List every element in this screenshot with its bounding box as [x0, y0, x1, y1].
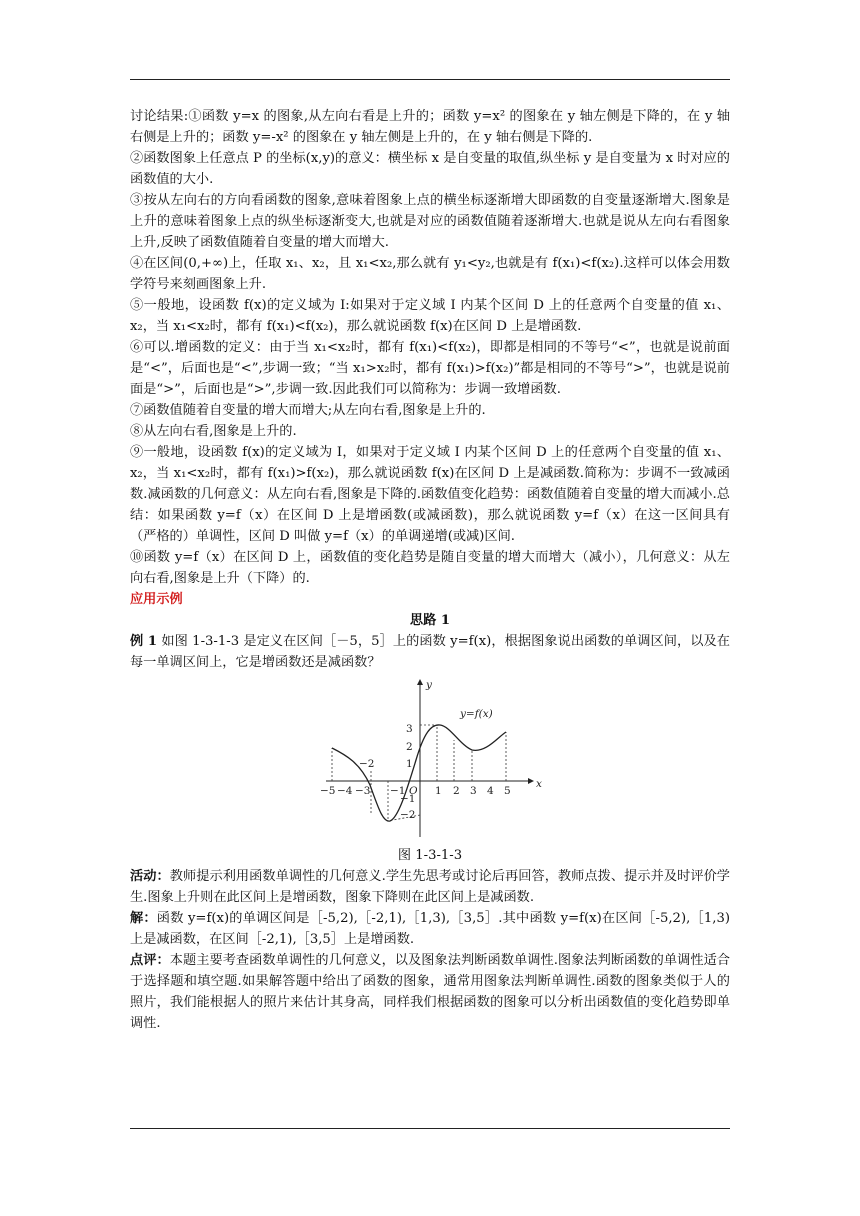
- figure-caption: 图 1-3-1-3: [397, 848, 463, 863]
- x-tick-label: 3: [470, 785, 477, 797]
- x-tick-label: −4: [337, 785, 353, 797]
- discussion-result-10: ⑩函数 y=f（x）在区间 D 上，函数值的变化趋势是随自变量的增大而增大（减小），几何意义：从左向右看,图象是上升（下降）的.: [130, 550, 730, 586]
- solution-label: 解：: [130, 911, 157, 926]
- section-heading: 应用示例: [130, 592, 183, 607]
- discussion-result-6: ⑥可以.增函数的定义：由于当 x₁<x₂时，都有 f(x₁)<f(x₂)，即都是相同的不等号“<”，也就是说前面是“<”，后面也是“<”,步调一致；“当 x₁>x₂时，都有 f(x₁)>f(x₂)”都是相同的不等号“>”，也就是说前面是“>”，后面也是“>”,步调一致.因此我们可以简称为：步调一致增函数.: [130, 340, 730, 397]
- discussion-result-4: ④在区间(0,+∞)上，任取 x₁、x₂，且 x₁<x₂,那么就有 y₁<y₂,也就是有 f(x₁)<f(x₂).这样可以体会用数学符号来刻画图象上升.: [130, 256, 730, 292]
- x-tick-label: −1: [390, 785, 406, 797]
- x-tick-label: 5: [504, 785, 511, 797]
- function-graph: [320, 675, 540, 845]
- x-tick-label: 4: [487, 785, 494, 797]
- y-tick-label: −1: [400, 793, 416, 805]
- y-axis-label: y: [426, 679, 432, 691]
- example-label: 例 1: [130, 634, 158, 649]
- comment-text: 本题主要考查函数单调性的几何意义，以及图象法判断函数单调性.图象法判断函数的单调性适合于选择题和填空题.如果解答题中给出了函数的图象，通常用图象法判断单调性.函数的图象类似于人的照片，我们能根据人的照片来估计其身高，同样我们根据函数的图象可以分析出函数值的变化趋势即单调性.: [130, 953, 730, 1031]
- y-axis-arrow-icon: [417, 679, 423, 685]
- activity-label: 活动：: [130, 869, 170, 884]
- solution-text: 函数 y=f(x)的单调区间是［-5,2),［-2,1),［1,3),［3,5］.其中函数 y=f(x)在区间［-5,2),［1,3)上是减函数，在区间［-2,1),［3,5］上是增函数.: [130, 911, 730, 947]
- comment-paragraph: [130, 950, 730, 1034]
- discussion-result-8: ⑧从左向右看,图象是上升的.: [130, 424, 297, 439]
- x-axis-arrow-icon: [528, 778, 534, 784]
- y-tick-label: −2: [400, 809, 416, 821]
- x-tick-label: 2: [453, 785, 460, 797]
- x-axis-label: x: [536, 778, 542, 790]
- solution-paragraph: [130, 908, 730, 950]
- curve-label: y=f(x): [460, 708, 493, 720]
- page-content: [130, 106, 730, 1034]
- origin-label: O: [409, 785, 418, 797]
- example-1: [130, 631, 730, 673]
- function-graph-figure: [130, 675, 730, 845]
- discussion-result-7: ⑦函数值随着自变量的增大而增大;从左向右看,图象是上升的.: [130, 403, 486, 418]
- header-rule: [130, 79, 730, 80]
- activity-paragraph: [130, 866, 730, 908]
- footer-rule: [130, 1128, 730, 1129]
- x-tick-label: −3: [355, 785, 371, 797]
- function-curve: [332, 725, 506, 821]
- sub-heading: 思路 1: [409, 613, 451, 628]
- discussion-result-1: 讨论结果:①函数 y=x 的图象,从左向右看是上升的；函数 y=x² 的图象在 y 轴左侧是下降的，在 y 轴右侧是上升的；函数 y=-x² 的图象在 y 轴左侧是上升的，在 y 轴右侧是下降的.: [130, 109, 730, 145]
- neg2-label: −2: [359, 758, 375, 770]
- discussion-result-3: ③按从左向右的方向看函数的图象,意味着图象上点的横坐标逐渐增大即函数的自变量逐渐增大.图象是上升的意味着图象上点的纵坐标逐渐变大,也就是对应的函数值随着逐渐增大.也就是说从左向右看图象上升,反映了函数值随着自变量的增大而增大.: [130, 193, 730, 250]
- example-text: 如图 1-3-1-3 是定义在区间［－5，5］上的函数 y=f(x)，根据图象说出函数的单调区间，以及在每一单调区间上，它是增函数还是减函数？: [130, 634, 730, 670]
- discussion-result-2: ②函数图象上任意点 P 的坐标(x,y)的意义：横坐标 x 是自变量的取值,纵坐标 y 是自变量为 x 时对应的函数值的大小.: [130, 151, 730, 187]
- y-tick-label: 2: [406, 741, 413, 753]
- y-tick-label: 1: [406, 758, 413, 770]
- comment-label: 点评：: [130, 953, 170, 968]
- x-tick-label: −5: [320, 785, 336, 797]
- discussion-result-9: ⑨一般地，设函数 f(x)的定义域为 I，如果对于定义域 I 内某个区间 D 上的任意两个自变量的值 x₁、x₂，当 x₁<x₂时，都有 f(x₁)>f(x₂)，那么就说函数 f(x)在区间 D 上是减函数.简称为：步调不一致减函数.减函数的几何意义：从左向右看,图象是下降的.函数值变化趋势：函数值随着自变量的增大而减小.总结：如果函数 y=f（x）在区间 D 上是增函数(或减函数)，那么就说函数 y=f（x）在这一区间具有（严格的）单调性，区间 D 叫做 y=f（x）的单调递增(或减)区间.: [130, 445, 730, 544]
- discussion-result-5: ⑤一般地，设函数 f(x)的定义域为 I:如果对于定义域 I 内某个区间 D 上的任意两个自变量的值 x₁、x₂，当 x₁<x₂时，都有 f(x₁)<f(x₂)，那么就说函数 f(x)在区间 D 上是增函数.: [130, 298, 730, 334]
- activity-text: 教师提示利用函数单调性的几何意义.学生先思考或讨论后再回答，教师点拨、提示并及时评价学生.图象上升则在此区间上是增函数，图象下降则在此区间上是减函数.: [130, 869, 730, 905]
- x-tick-label: 1: [435, 785, 442, 797]
- y-tick-label: 3: [406, 723, 413, 735]
